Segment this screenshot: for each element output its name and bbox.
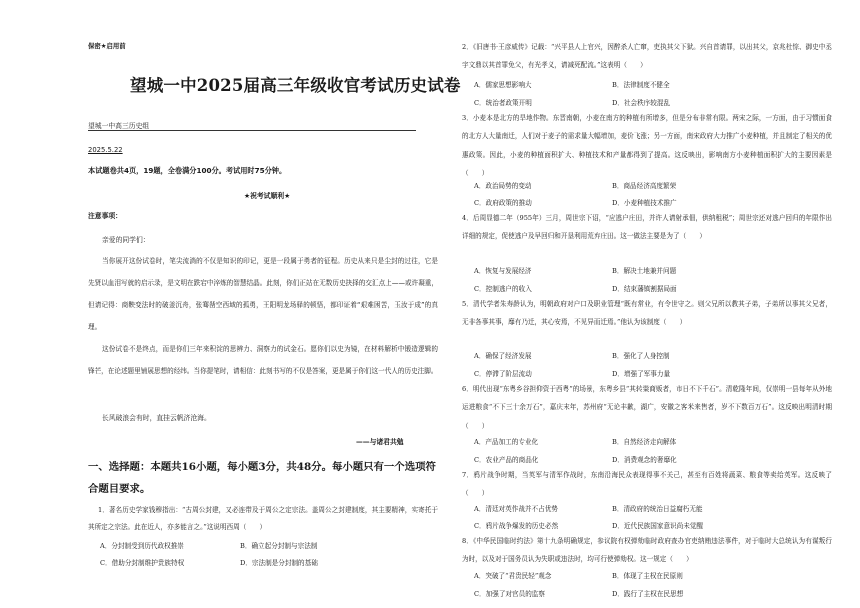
question-7-option-a[interactable]: A．清廷对英作战并不占优势 (474, 505, 558, 513)
question-3-option-d[interactable]: D．小麦种植技术推广 (612, 199, 677, 207)
blessing-text: ★祝考试顺利★ (244, 192, 291, 200)
question-2-option-d[interactable]: D．社会秩序较混乱 (612, 99, 671, 107)
question-1-stem: 1．著名历史学家钱穆指出：“古周公封建，又必连带及于周公之定宗法。盖周公之封建制度，其主要精神，实寄托于其所定之宗法。此在近人，亦多能言之。”这说明西周（ ） (88, 506, 438, 531)
note-paragraph-2: 这份试卷不是终点，而是你们三年来积淀的思辨力、洞察力的试金石。愿你们以史为镜，在材料解析中锻造逻辑的锋芒，在论述题里铺展思想的经纬。当你提笔时，请相信：此刻书写的不仅是答案，更是属于你们这一代人的历史注脚。 (88, 345, 438, 375)
author-line: 望城一中高三历史组 (88, 122, 150, 130)
question-2-option-b[interactable]: B．法律制度不健全 (612, 81, 670, 89)
question-6-option-b[interactable]: B．自然经济走向解体 (612, 438, 677, 446)
note-paragraph-1: 当你展开这份试卷时，笔尖流淌的不仅是知识的印记，更是一段属于勇者的征程。历史从来只是尘封的过往，它是先贤以血泪写就的启示录，是文明在跌宕中淬炼的智慧结晶。此刻，你们正站在无数历史抉择的交汇点上——或许凝重，但请记得：商鞅变法时的破釜沉舟，张骞凿空西域的孤勇，王阳明龙场驿的顿悟，都印证着“艰难困苦，玉汝于成”的真理。 (88, 257, 438, 331)
question-4-option-b[interactable]: B．解决土地兼并问题 (612, 267, 677, 275)
question-8-stem: 8．《中华民国临时约法》第十九条明确规定，参议院有权弹劾临时政府查办官吏纳贿违法事件，对于临时大总统认为有谋叛行为时，以及对于国务员认为失职或违法时，均可行使弹劾权。这一规定（ ） (462, 537, 832, 564)
question-8-option-c[interactable]: C．加强了对官员的监察 (474, 590, 545, 598)
question-8-option-d[interactable]: D．践行了主权在民思想 (612, 590, 684, 598)
question-7-option-c[interactable]: C．鸦片战争爆发的历史必然 (474, 522, 559, 530)
closing-verse: 长风破浪会有时，直挂云帆济沧海。 (102, 414, 211, 422)
question-3-option-a[interactable]: A．政治局势的变动 (474, 182, 532, 190)
question-8-option-b[interactable]: B．体现了主权在民原则 (612, 572, 683, 580)
question-3-stem: 3．小麦本是北方的旱地作物。东晋南朝，小麦在南方的种植有所增多，但是分布非常有限。两宋之际，一方面，由于习惯面食的北方人大量南迁，人们对于麦子的需求量大幅增加，麦价飞涨；另一方面，南宋政府大力推广小麦种植，并且制定了相关的优惠政策。因此，小麦的种植面积扩大、种植技术和产量都得到了提高。这反映出，影响南方小麦种植面积扩大的主要因素是（ ） (462, 114, 832, 177)
question-4-stem: 4．后周显德二年（955年）三月，周世宗下诏，“应逃户庄田，并许人请射承佃，供纳租税”；周世宗还对逃户回归的年限作出详细的规定，促使逃户及早回归和开垦利用荒弃庄田。这一做法主要是为了（ ） (462, 214, 832, 241)
question-6-option-c[interactable]: C．农业产品的商品化 (474, 456, 539, 464)
question-5-option-d[interactable]: D．增强了军事力量 (612, 370, 671, 378)
exam-date: 2025.5.22 (88, 146, 123, 154)
question-7-option-d[interactable]: D．近代民族国家意识尚未觉醒 (612, 522, 704, 530)
question-8-option-a[interactable]: A．突破了“君贵民轻”观念 (474, 572, 552, 580)
exam-title: 望城一中2025届高三年级收官考试历史试卷 (130, 76, 461, 95)
question-4-option-c[interactable]: C．控制逃户的收入 (474, 285, 532, 293)
signature: ——与诸君共勉 (356, 438, 404, 446)
question-1-option-d[interactable]: D．宗法制是分封制的基础 (240, 559, 318, 567)
question-6-stem: 6．明代出现“东粤乡谷担仰资于西粤”的场景，东粤乡县“其转粜商贩者，市日不下千石”。清乾隆年间，仅崇明一县每年从外地运进粮食“不下三十余万石”，嘉庆末年，苏州府“无论丰歉，湖广，安徽之客米来售者，岁不下数百万石”。这反映出明清时期（ ） (462, 385, 832, 430)
question-6-option-d[interactable]: D．消费观念的奢靡化 (612, 456, 677, 464)
notes-heading: 注意事项： (88, 212, 122, 220)
question-6-option-a[interactable]: A．产品加工的专业化 (474, 438, 539, 446)
section-heading: 一、选择题：本题共16小题，每小题3分，共48分。每小题只有一个选项符合题目要求。 (88, 461, 436, 495)
question-4-option-a[interactable]: A．恢复与发展经济 (474, 267, 532, 275)
question-5-stem: 5．清代学者朱寿龄认为，明朝政府对户口及职业管理“既有常业，有令世守之。则父兄所以教其子弟，子弟所以事其父兄者，无非各事其事，靡有乃迁，其心安焉，不见异而迁焉。”他认为该制度（ ） (462, 300, 832, 327)
exam-instructions: 本试题卷共4页，19题，全卷满分100分。考试用时75分钟。 (88, 166, 287, 175)
question-4-option-d[interactable]: D．结束藩镇割据局面 (612, 285, 677, 293)
question-7-option-b[interactable]: B．清政府的统治日益腐朽无能 (612, 505, 703, 513)
question-1-option-c[interactable]: C．借助分封制维护贵族特权 (100, 559, 185, 567)
question-3-option-b[interactable]: B．商品经济高度繁荣 (612, 182, 677, 190)
question-3-option-c[interactable]: C．政府政策的推动 (474, 199, 532, 207)
question-5-option-b[interactable]: B．强化了人身控制 (612, 352, 670, 360)
question-2-option-c[interactable]: C．统治者政策开明 (474, 99, 532, 107)
question-2-stem: 2．《旧唐书·王彦威传》记载：“兴平县人上官兴，因醉杀人亡窜，吏执其父下狱。兴自首请罪，以出其父，京兆杜悰、御史中丞宇文鼎以其首罪免父，有光孝义，请减死配流。”这表明（ ） (462, 43, 832, 70)
question-5-option-a[interactable]: A．确保了经济发展 (474, 352, 532, 360)
question-1-option-b[interactable]: B．确立起分封制与宗法制 (240, 542, 318, 550)
greeting-text: 亲爱的同学们： (102, 236, 150, 244)
question-2-option-a[interactable]: A．儒家思想影响大 (474, 81, 532, 89)
author-underline (88, 130, 416, 131)
question-5-option-c[interactable]: C．停滞了阶层流动 (474, 370, 532, 378)
question-1-option-a[interactable]: A．分封制受到历代政权推崇 (100, 542, 184, 550)
question-7-stem: 7．鸦片战争时期，当英军与清军作战时，东南沿海民众表现得事不关己，甚至有百姓将蔬菜、粮食等卖给英军。这反映了（ ） (462, 471, 832, 498)
confidential-mark: 保密★启用前 (88, 42, 126, 50)
